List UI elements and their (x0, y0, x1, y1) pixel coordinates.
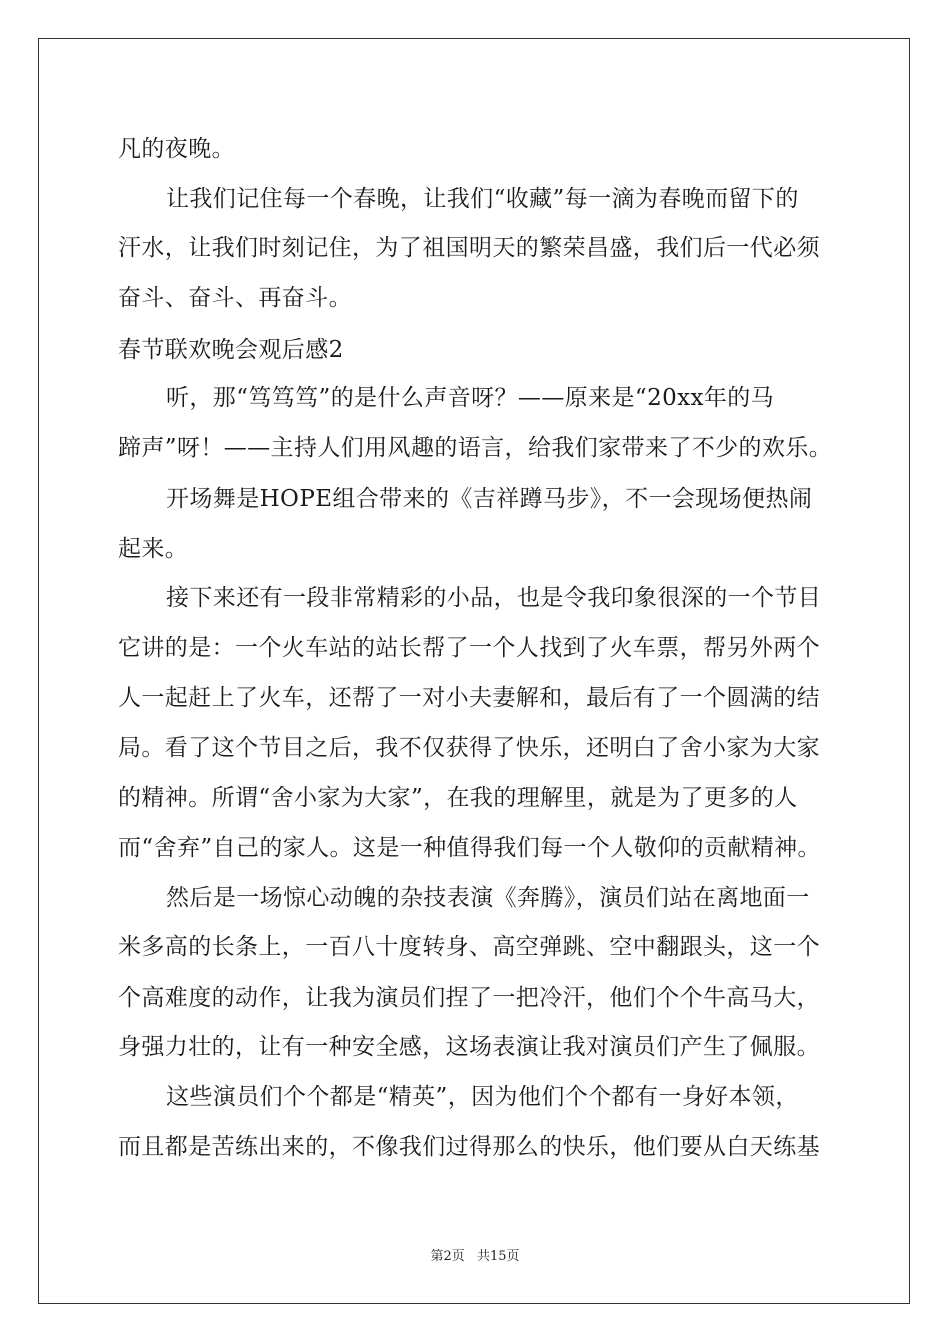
text-line: 人一起赶上了火车，还帮了一对小夫妻解和，最后有了一个圆满的结 (118, 685, 820, 711)
text-line: 而“舍弃”自己的家人。这是一种值得我们每一个人敬仰的贡献精神。 (118, 835, 821, 861)
paragraph-start: 开场舞是HOPE组合带来的《吉祥蹲马步》，不一会现场便热闹 (166, 486, 813, 512)
page-border (38, 38, 910, 1304)
text-line: 它讲的是：一个火车站的站长帮了一个人找到了火车票，帮另外两个 (118, 635, 820, 661)
text-line: 蹄声”呀！——主持人们用风趣的语言，给我们家带来了不少的欢乐。 (118, 435, 833, 461)
paragraph-start: 让我们记住每一个春晚，让我们“收藏”每一滴为春晚而留下的 (166, 186, 799, 212)
text-line: 凡的夜晚。 (118, 136, 235, 162)
text-line: 个高难度的动作，让我为演员们捏了一把冷汗，他们个个牛高马大， (118, 985, 820, 1011)
paragraph-start: 接下来还有一段非常精彩的小品，也是令我印象很深的一个节目 (166, 585, 822, 611)
text-line: 的精神。所谓“舍小家为大家”，在我的理解里，就是为了更多的人 (118, 785, 798, 811)
paragraph-start: 这些演员们个个都是“精英”，因为他们个个都有一身好本领， (166, 1084, 799, 1110)
page-total: 共15页 (476, 1249, 520, 1264)
text-line: 身强力壮的，让有一种安全感，这场表演让我对演员们产生了佩服。 (118, 1034, 820, 1060)
text-line: 起来。 (118, 536, 189, 562)
page-number: 第2页 (430, 1249, 465, 1264)
paragraph-start: 听，那“笃笃笃”的是什么声音呀？——原来是“20xx年的马 (166, 385, 775, 411)
text-line: 米多高的长条上，一百八十度转身、高空弹跳、空中翻跟头，这一个 (118, 934, 820, 960)
text-line: 奋斗、奋斗、再奋斗。 (118, 285, 352, 311)
text-line: 汗水，让我们时刻记住，为了祖国明天的繁荣昌盛，我们后一代必须 (118, 235, 820, 261)
page-footer (0, 1248, 950, 1266)
paragraph-start: 然后是一场惊心动魄的杂技表演《奔腾》，演员们站在离地面一 (166, 885, 810, 911)
text-line: 局。看了这个节目之后，我不仅获得了快乐，还明白了舍小家为大家 (118, 735, 820, 761)
text-line: 而且都是苦练出来的，不像我们过得那么的快乐，他们要从白天练基 (118, 1134, 820, 1160)
section-heading: 春节联欢晚会观后感2 (118, 337, 344, 363)
